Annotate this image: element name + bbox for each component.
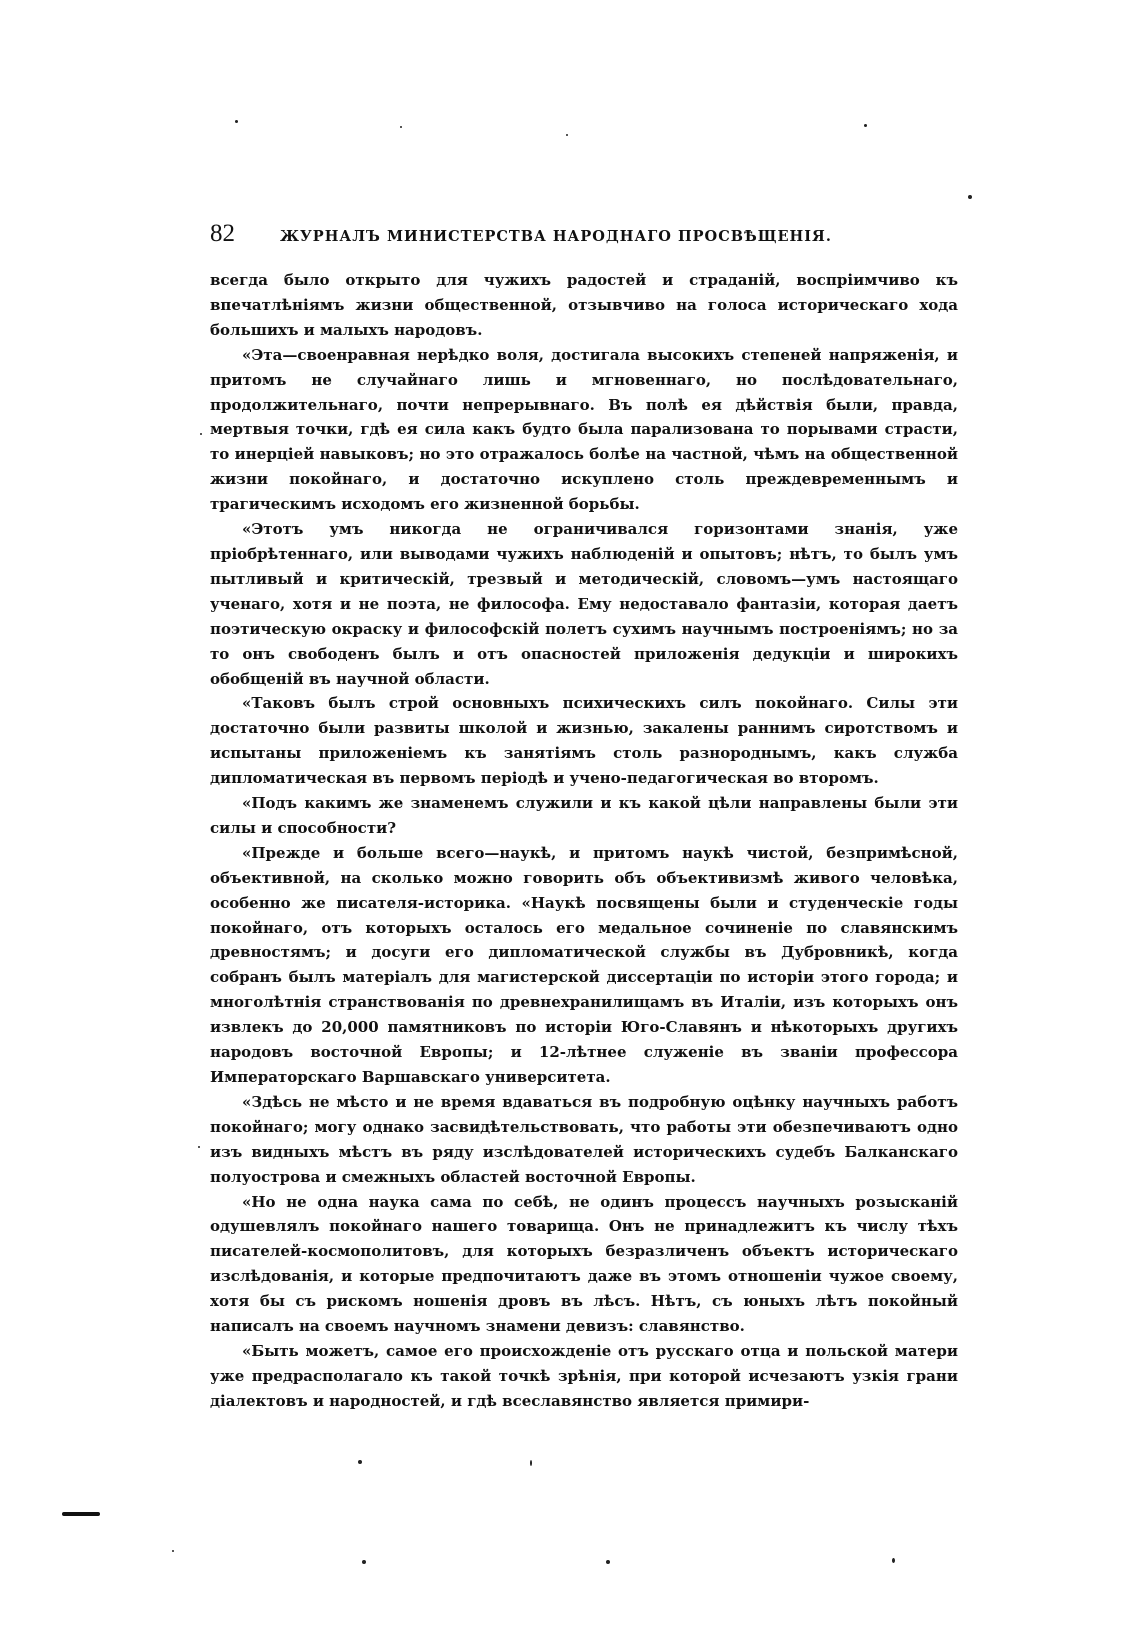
scan-speck — [362, 1560, 366, 1564]
scan-speck — [200, 433, 202, 435]
paragraph: «Таковъ былъ строй основныхъ психическихъ силъ покойнаго. Силы эти достаточно были развиты школой и жизнью, закалены раннимъ сиротствомъ и испытаны приложеніемъ къ занятіямъ столь разнороднымъ, какъ служба дипломатическая въ первомъ періодѣ и учено-педагогическая во второмъ. — [210, 694, 958, 788]
paragraph: «Подъ какимъ же знаменемъ служили и къ какой цѣли направлены были эти силы и способности? — [210, 794, 958, 837]
scan-speck — [968, 195, 972, 199]
scan-speck — [530, 1460, 532, 1466]
running-title: ЖУРНАЛЪ МИНИСТЕРСТВА НАРОДНАГО ПРОСВѢЩЕНІЯ. — [280, 228, 832, 245]
paragraph: «Прежде и больше всего—наукѣ, и притомъ наукѣ чистой, безпримѣсной, объективной, на сколько можно говорить объ объективизмѣ живого человѣка, особенно же писателя-историка. «Наукѣ посвящены были и студенческіе годы покойнаго, отъ которыхъ осталось его медальное сочиненіе по славянскимъ древностямъ; и досуги его дипломатической службы въ Дубровникѣ, когда собранъ былъ матеріалъ для магистерской диссертаціи по исторіи этого города; и многолѣтнія странствованія по древнехранилищамъ въ Италіи, изъ которыхъ онъ извлекъ до 20,000 памятниковъ по исторіи Юго-Славянъ и нѣкоторыхъ другихъ народовъ восточной Европы; и 12-лѣтнее служеніе въ званіи профессора Императорскаго Варшавскаго университета. — [210, 843, 958, 1086]
page-number: 82 — [210, 220, 235, 247]
body-text — [210, 268, 958, 1414]
scan-speck — [358, 1460, 362, 1464]
scan-speck — [172, 1550, 174, 1552]
paragraph: «Этотъ умъ никогда не ограничивался горизонтами знанія, уже пріобрѣтеннаго, или выводами чужихъ наблюденій и опытовъ; нѣтъ, то былъ умъ пытливый и критическій, трезвый и методическій, словомъ—умъ настоящаго ученаго, хотя и не поэта, не философа. Ему недоставало фантазіи, которая даетъ поэтическую окраску и философскій полетъ сухимъ научнымъ построеніямъ; но за то онъ свободенъ былъ и отъ опасностей приложенія дедукціи и широкихъ обобщеній въ научной области. — [210, 520, 958, 688]
paragraph: «Здѣсь не мѣсто и не время вдаваться въ подробную оцѣнку научныхъ работъ покойнаго; могу однако засвидѣтельствовать, что работы эти обезпечиваютъ одно изъ видныхъ мѣстъ въ ряду изслѣдователей историческихъ судебъ Балканскаго полуострова и смежныхъ областей восточной Европы. — [210, 1092, 958, 1186]
scan-speck — [566, 134, 568, 136]
paragraph: «Эта—своенравная нерѣдко воля, достигала высокихъ степеней напряженія, и притомъ не случайнаго лишь и мгновеннаго, но послѣдовательнаго, продолжительнаго, почти непрерывнаго. Въ полѣ ея дѣйствія были, правда, мертвыя точки, гдѣ ея сила какъ будто была парализована то порывами страсти, то инерціей навыковъ; но это отражалось болѣе на частной, чѣмъ на общественной жизни покойнаго, и достаточно искуплено столь преждевременнымъ и трагическимъ исходомъ его жизненной борьбы. — [210, 345, 958, 514]
scan-speck — [198, 1146, 200, 1148]
scan-speck — [864, 124, 867, 127]
scan-speck — [606, 1560, 610, 1564]
scan-dash-mark — [62, 1512, 100, 1516]
paragraph-continuation: всегда было открыто для чужихъ радостей и страданій, воспріимчиво къ впечатлѣніямъ жизни общественной, отзывчиво на голоса историческаго хода большихъ и малыхъ народовъ. — [210, 271, 958, 339]
scan-speck — [892, 1558, 895, 1563]
scan-speck — [235, 120, 238, 123]
paragraph: «Но не одна наука сама по себѣ, не одинъ процессъ научныхъ розысканій одушевлялъ покойнаго нашего товарища. Онъ не принадлежитъ къ числу тѣхъ писателей-космополитовъ, для которыхъ безразличенъ объектъ историческаго изслѣдованія, и которые предпочитаютъ даже въ этомъ отношеніи чужое своему, хотя бы съ рискомъ ношенія дровъ въ лѣсъ. Нѣтъ, съ юныхъ лѣтъ покойный написалъ на своемъ научномъ знамени девизъ: славянство. — [210, 1192, 958, 1336]
paragraph: «Быть можетъ, самое его происхожденіе отъ русскаго отца и польской матери уже предрасполагало къ такой точкѣ зрѣнія, при которой исчезаютъ узкія грани діалектовъ и народностей, и гдѣ всеславянство является примири- — [210, 1341, 958, 1410]
page-header — [210, 220, 960, 250]
scan-speck — [400, 126, 402, 128]
